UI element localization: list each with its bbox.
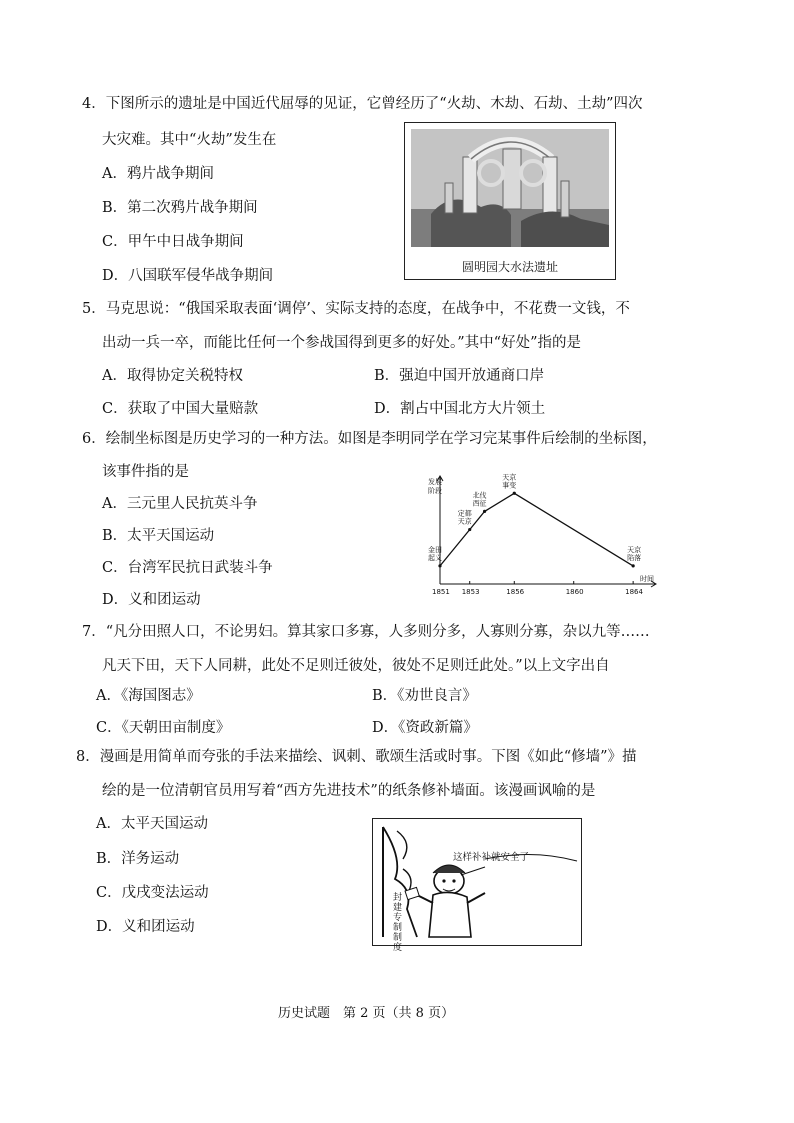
cartoon-wall-text: 封建专制制度 xyxy=(393,893,403,953)
q5-stem-line2: 出动一兵一卒，而能比任何一个参战国得到更多的好处。”其中“好处”指的是 xyxy=(102,335,581,351)
cartoon-speech-text: 这样补补就安全了 xyxy=(453,852,530,863)
cartoon-drawing xyxy=(373,819,581,945)
q4-option-a[interactable]: A．鸦片战争期间 xyxy=(102,166,214,182)
q5-option-c[interactable]: C．获取了中国大量赔款 xyxy=(102,401,259,417)
q4-option-b[interactable]: B．第二次鸦片战争期间 xyxy=(102,200,258,216)
q7-option-c[interactable]: C．《天朝田亩制度》 xyxy=(96,720,231,736)
q5-option-a[interactable]: A．取得协定关税特权 xyxy=(102,368,243,384)
q6-stem-line1: 6．绘制坐标图是历史学习的一种方法。如图是李明同学在学习完某事件后绘制的坐标图， xyxy=(82,431,657,447)
q4-stem-line2: 大灾难。其中“火劫”发生在 xyxy=(102,132,277,148)
ruins-photo-caption: 圆明园大水法遗址 xyxy=(461,260,558,274)
chart-x-axis-label: 时间 xyxy=(640,575,654,583)
chart-point-label: 起义 xyxy=(428,553,442,562)
q6-option-b[interactable]: B．太平天国运动 xyxy=(102,528,215,544)
chart-point xyxy=(483,510,486,513)
q7-option-b[interactable]: B．《劝世良言》 xyxy=(372,688,477,704)
q8-stem-line1: 8．漫画是用简单而夸张的手法来描绘、讽刺、歌颂生活或时事。下图《如此“修墙”》描 xyxy=(76,749,637,765)
q5-option-d[interactable]: D．割占中国北方大片领土 xyxy=(374,401,546,417)
q6-option-d[interactable]: D．义和团运动 xyxy=(102,592,201,608)
ruins-photo-figure xyxy=(404,122,616,280)
q6-stem-line2: 该事件指的是 xyxy=(102,464,189,480)
chart-x-tick-label: 1853 xyxy=(461,588,480,596)
chart-x-tick-label: 1856 xyxy=(506,588,525,596)
chart-marks xyxy=(428,472,641,567)
cartoon-figure xyxy=(372,818,582,953)
q7-option-a[interactable]: A．《海国图志》 xyxy=(96,688,201,704)
ruins-photo xyxy=(411,129,609,247)
chart-x-tick-label: 1860 xyxy=(565,588,584,596)
q6-option-c[interactable]: C．台湾军民抗日武装斗争 xyxy=(102,560,273,576)
chart-x-tick-label: 1851 xyxy=(432,588,450,596)
chart-point-label: 天京 xyxy=(502,473,517,482)
chart-point-label: 天京 xyxy=(457,517,472,526)
chart-x-tick-label: 1864 xyxy=(625,588,643,596)
q7-option-d[interactable]: D．《资政新篇》 xyxy=(372,720,478,736)
ruins-illustration xyxy=(411,129,609,247)
chart-point-label: 天京 xyxy=(627,545,642,554)
chart-point xyxy=(513,492,516,495)
chart-point xyxy=(632,564,635,567)
chart-y-axis-label-2: 阶段 xyxy=(428,487,442,495)
q8-stem-line2: 绘的是一位清朝官员用写着“西方先进技术”的纸条修补墙面。该漫画讽喻的是 xyxy=(102,783,596,799)
q5-stem-line1: 5．马克思说：“俄国采取表面‘调停’、实际支持的态度，在战争中，不花费一文钱，不 xyxy=(82,301,630,317)
chart-point-label: 北伐 xyxy=(472,491,487,500)
q4-option-d[interactable]: D．八国联军侵华战争期间 xyxy=(102,268,274,284)
q4-option-c[interactable]: C．甲午中日战争期间 xyxy=(102,234,244,250)
chart-point-label: 金田 xyxy=(428,545,442,554)
q8-option-d[interactable]: D．义和团运动 xyxy=(96,919,195,935)
q7-stem-line2: 凡天下田，天下人同耕，此处不足则迁彼处，彼处不足则迁此处。”以上文字出自 xyxy=(102,658,610,674)
chart-y-axis-label: 发展 xyxy=(428,478,442,486)
event-coordinate-chart xyxy=(420,462,680,602)
q6-option-a[interactable]: A．三元里人民抗英斗争 xyxy=(102,496,258,512)
q4-stem-line1: 4．下图所示的遗址是中国近代屈辱的见证，它曾经历了“火劫、木劫、石劫、土劫”四次 xyxy=(82,96,643,112)
page-footer: 历史试题 第 2 页（共 8 页） xyxy=(278,1006,455,1021)
chart-point-label: 事变 xyxy=(502,481,517,490)
q8-option-c[interactable]: C．戊戌变法运动 xyxy=(96,885,209,901)
chart-point-label: 陷落 xyxy=(627,553,642,562)
chart-point xyxy=(438,564,441,567)
q8-option-a[interactable]: A．太平天国运动 xyxy=(96,816,208,832)
q7-stem-line1: 7．“凡分田照人口，不论男妇。算其家口多寡，人多则分多，人寡则分寡，杂以九等…… xyxy=(82,624,650,640)
chart-axes xyxy=(428,476,656,596)
chart-point xyxy=(468,528,471,531)
q5-option-b[interactable]: B．强迫中国开放通商口岸 xyxy=(374,368,545,384)
q8-option-b[interactable]: B．洋务运动 xyxy=(96,851,180,867)
chart-point-label: 西征 xyxy=(472,499,487,508)
chart-point-label: 定都 xyxy=(457,509,472,518)
